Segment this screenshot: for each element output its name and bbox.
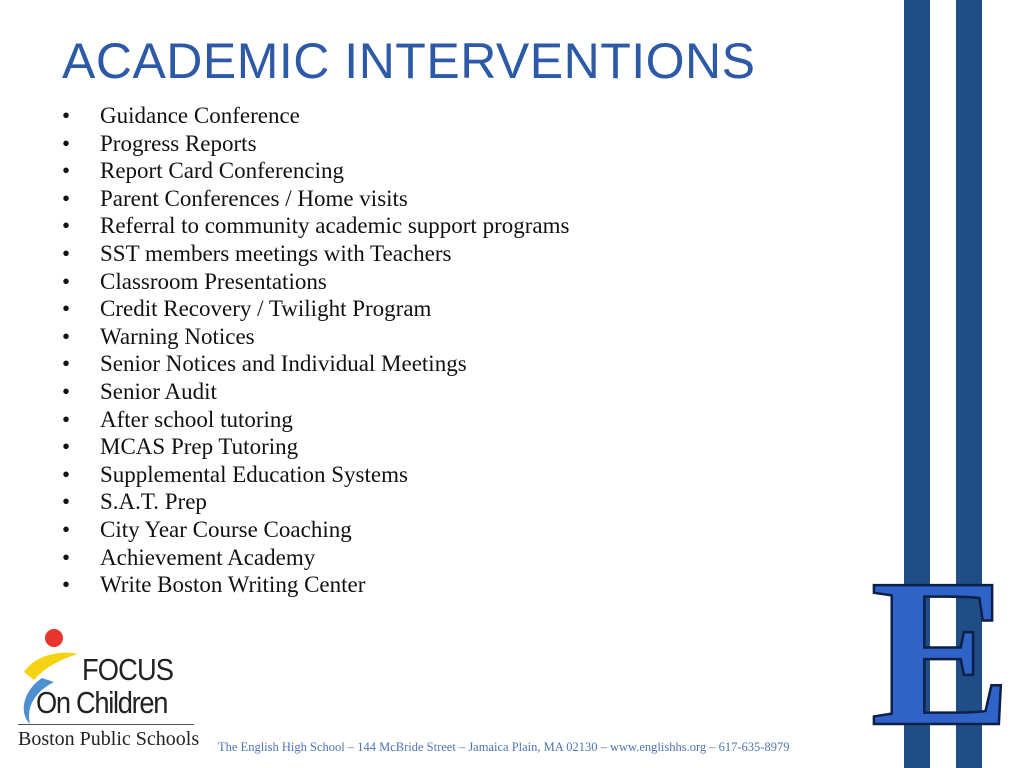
bullet-text: S.A.T. Prep: [100, 489, 207, 515]
bullet-item: [62, 295, 569, 323]
bullet-dot: •: [62, 378, 71, 404]
bullet-item: [62, 185, 569, 213]
bullet-text: Parent Conferences / Home visits: [100, 185, 408, 211]
bullet-text: Credit Recovery / Twilight Program: [100, 296, 432, 322]
bullet-item: [62, 323, 569, 351]
bullet-dot: •: [62, 213, 71, 239]
logo-divider: [18, 724, 194, 725]
bullet-item: [62, 350, 569, 378]
bullet-item: [62, 157, 569, 185]
bullet-text: MCAS Prep Tutoring: [100, 434, 299, 460]
bullet-item: [62, 130, 569, 158]
bullet-text: Write Boston Writing Center: [100, 572, 366, 598]
bullet-item: [62, 212, 569, 240]
bullet-dot: •: [62, 434, 71, 460]
bullet-text: Guidance Conference: [100, 103, 300, 128]
logo-on-children-text: On Children: [36, 685, 168, 720]
bullet-dot: •: [62, 103, 71, 128]
bullet-dot: •: [62, 489, 71, 515]
letter-e: E: [870, 556, 1012, 732]
bullet-item: [62, 488, 569, 516]
bullet-item: [62, 516, 569, 544]
slide-title: ACADEMIC INTERVENTIONS: [62, 33, 756, 89]
bullet-item: [62, 544, 569, 572]
bullet-text: Classroom Presentations: [100, 268, 327, 294]
logo-focus-text: FOCUS: [82, 652, 174, 687]
logo-boston-public-schools: Boston Public Schools: [18, 728, 200, 750]
english-high-e-icon: [862, 556, 1020, 732]
bullet-dot: •: [62, 268, 71, 294]
bullet-item: [62, 433, 569, 461]
bullet-item: [62, 378, 569, 406]
bullet-item: [62, 240, 569, 268]
bullet-dot: •: [62, 572, 71, 598]
bullet-item: [62, 268, 569, 296]
bullet-text: SST members meetings with Teachers: [100, 240, 452, 266]
bullet-dot: •: [62, 516, 71, 542]
bullet-text: Senior Notices and Individual Meetings: [100, 351, 467, 377]
bullet-dot: •: [62, 461, 71, 487]
focus-on-children-logo: [14, 628, 198, 754]
bullet-dot: •: [62, 240, 71, 266]
bullet-text: Warning Notices: [100, 323, 255, 349]
bullet-dot: •: [62, 351, 71, 377]
bullet-text: City Year Course Coaching: [100, 516, 352, 542]
bullet-text: Referral to community academic support programs: [100, 213, 570, 239]
bullet-item: [62, 406, 569, 434]
bullet-dot: •: [62, 185, 71, 211]
bullet-dot: •: [62, 130, 71, 156]
bullet-dot: •: [62, 158, 71, 184]
bullet-text: Supplemental Education Systems: [100, 461, 408, 487]
bullet-item: [62, 571, 569, 599]
bullet-text: Report Card Conferencing: [100, 158, 344, 184]
bullet-dot: •: [62, 296, 71, 322]
bullet-dot: •: [62, 406, 71, 432]
bullet-dot: •: [62, 544, 71, 570]
bullet-text: After school tutoring: [100, 406, 293, 432]
footer-address: The English High School – 144 McBride Street – Jamaica Plain, MA 02130 – www.englishhs.org – 617-635-8979: [218, 740, 790, 754]
bullet-text: Senior Audit: [100, 378, 217, 404]
bullet-item: [62, 102, 569, 130]
bullet-dot: •: [62, 323, 71, 349]
bullet-text: Progress Reports: [100, 130, 257, 156]
bullet-item: [62, 461, 569, 489]
bullet-text: Achievement Academy: [100, 544, 316, 570]
bullet-list: [62, 102, 569, 599]
